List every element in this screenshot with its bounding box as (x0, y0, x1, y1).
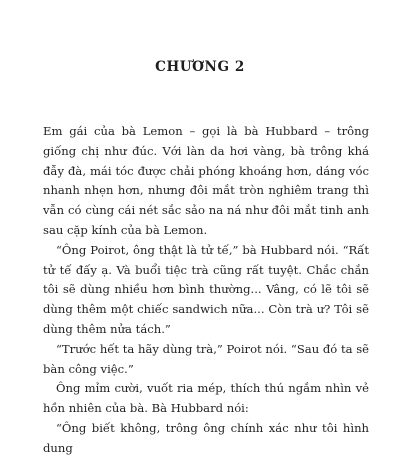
chapter-body (43, 122, 369, 459)
paragraph-1: Em gái của bà Lemon – gọi là bà Hubbard – trông giống chị như đúc. Với làn da hơi vàng, bà trông khá đẫy đà, mái tóc được chải phóng khoáng hơn, dáng vóc nhanh nhẹn hơn, nhưng đôi mắt tròn nghiêm trang thì vẫn có cùng cái nét sắc sảo na ná như đôi mắt tinh anh sau cặp kính của bà Lemon. (43, 124, 369, 237)
chapter-title: CHƯƠNG 2 (155, 59, 245, 75)
paragraph-2: “Ông Poirot, ông thật là tử tế,” bà Hubbard nói. “Rất tử tế đấy ạ. Và buổi tiệc trà cũng rất tuyệt. Chắc chắn tôi sẽ dùng nhiều hơn bình thường... Vâng, có lẽ tôi sẽ dùng thêm một chiếc sandwich nữa... Còn trà ư? Tôi sẽ dùng thêm nửa tách.” (43, 242, 369, 336)
paragraph-5: “Ông biết không, trông ông chính xác như tôi hình dung (43, 420, 369, 455)
paragraph-4: Ông mỉm cười, vuốt ria mép, thích thú ngắm nhìn vẻ hồn nhiên của bà. Bà Hubbard nói: (43, 381, 369, 416)
paragraph-3: “Trước hết ta hãy dùng trà,” Poirot nói. “Sau đó ta sẽ bàn công việc.” (43, 341, 370, 376)
